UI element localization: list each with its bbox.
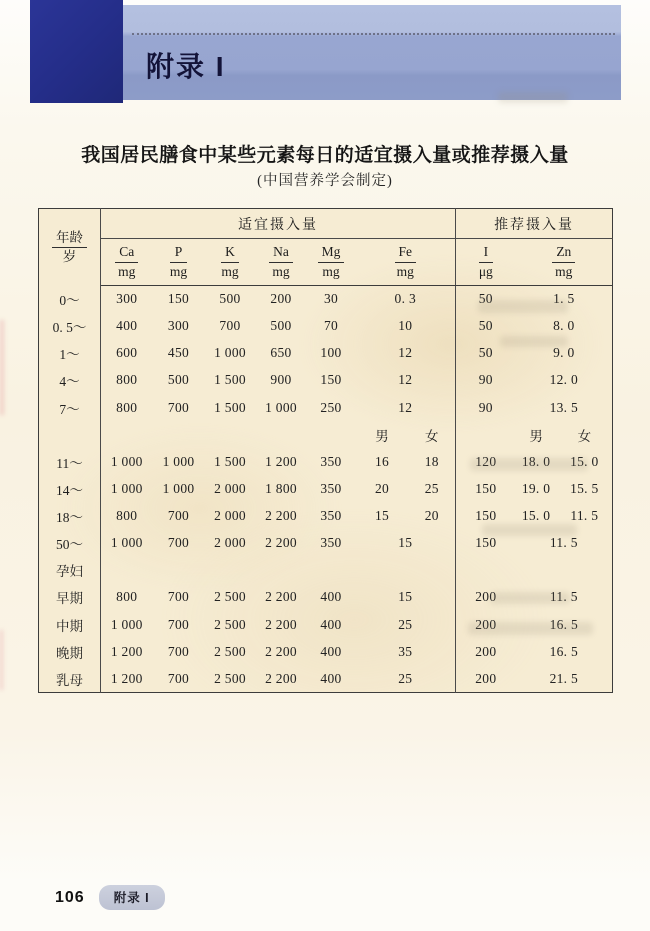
cell: 11. 5 [549, 535, 578, 551]
cell: 1 000 [265, 399, 297, 415]
cell: 400 [320, 643, 342, 659]
cell: 1 200 [265, 453, 297, 469]
cell: 21. 5 [549, 670, 579, 686]
cell: 700 [167, 616, 190, 632]
cell: 35 [398, 643, 413, 659]
cell: 1 000 [101, 530, 153, 557]
cell: 16. 5 [549, 643, 579, 659]
header-dark-block [30, 0, 123, 103]
element-unit: mg [169, 263, 188, 279]
cell: 9. 0 [553, 345, 575, 361]
cell: 700 [167, 643, 190, 659]
cell: 13. 5 [549, 399, 579, 415]
cell: 350 [320, 508, 342, 524]
cell: 15 [398, 535, 413, 551]
gender-female-label: 女 [425, 428, 439, 444]
cell: 70 [323, 318, 339, 334]
row-label: 50～ [56, 537, 83, 553]
cell: 18 [424, 453, 439, 469]
cell: 12 [398, 372, 413, 388]
col-header-fe [356, 239, 456, 286]
cell: 2 000 [214, 480, 246, 496]
cell: 90 [456, 394, 516, 421]
row-label: 0. 5～ [52, 320, 87, 336]
scan-artifact [478, 300, 568, 313]
cell: 500 [270, 318, 292, 334]
cell: 15 [374, 508, 390, 524]
col-header-i [456, 239, 516, 286]
cell: 50 [456, 340, 516, 367]
cell: 200 [270, 291, 292, 307]
cell: 1 000 [214, 345, 246, 361]
cell: 120 [456, 448, 516, 475]
nutrition-intake-table [38, 208, 613, 693]
footer-appendix-badge: 附录 I [99, 885, 165, 910]
cell: 2 200 [265, 643, 297, 659]
appendix-heading: 附录 I [146, 51, 226, 82]
cell: 300 [101, 286, 153, 313]
cell: 400 [320, 670, 342, 686]
cell: 25 [398, 616, 413, 632]
cell: 700 [167, 589, 190, 605]
gender-male-label: 男 [375, 428, 389, 444]
cell: 500 [167, 372, 190, 388]
cell [39, 421, 101, 448]
cell: 2 200 [265, 670, 297, 686]
cell: 700 [167, 399, 190, 415]
page-footer [55, 885, 165, 910]
cell: 18. 0 [521, 453, 551, 469]
element-unit: μg [478, 263, 493, 279]
cell: 250 [320, 399, 342, 415]
element-symbol: Mg [318, 244, 345, 262]
cell: 90 [456, 367, 516, 394]
cell: 400 [320, 616, 342, 632]
element-symbol: Zn [552, 244, 575, 262]
cell: 12 [398, 345, 413, 361]
cell: 1 000 [101, 475, 153, 502]
element-symbol: K [221, 244, 239, 262]
cell: 200 [456, 584, 516, 611]
cell: 12 [398, 399, 413, 415]
cell: 25 [424, 480, 439, 496]
cell: 500 [219, 291, 241, 307]
gender-female-label: 女 [577, 428, 592, 444]
cell: 450 [167, 345, 190, 361]
row-label: 7～ [59, 401, 80, 417]
cell: 20 [424, 508, 439, 524]
cell: 2 200 [265, 535, 297, 551]
element-unit: mg [272, 263, 290, 279]
table-row-12 [39, 638, 613, 665]
header-band [122, 5, 621, 100]
age-column-header [39, 209, 101, 286]
scan-artifact [482, 524, 577, 536]
scan-artifact [490, 592, 570, 604]
col-header-mg [307, 239, 356, 286]
unit-header-row [39, 239, 613, 286]
cell: 700 [167, 670, 190, 686]
row-label: 11～ [56, 455, 83, 471]
scan-artifact [470, 458, 588, 471]
cell: 50 [456, 313, 516, 340]
cell: 150 [320, 372, 342, 388]
cell: 15. 0 [521, 508, 551, 524]
cell: 16 [374, 453, 390, 469]
cell: 10 [398, 318, 413, 334]
row-label: 晚期 [56, 645, 83, 661]
cell: 16. 5 [549, 616, 579, 632]
group-header-adequate: 适宜摄入量 [101, 209, 456, 239]
cell: 600 [101, 340, 153, 367]
cell: 300 [167, 318, 190, 334]
cell: 1 000 [101, 448, 153, 475]
scan-artifact [500, 336, 568, 347]
col-header-ca [101, 239, 153, 286]
cell: 900 [270, 372, 292, 388]
cell [456, 421, 516, 448]
cell: 350 [320, 480, 342, 496]
cell: 200 [456, 665, 516, 692]
cell: 1 500 [214, 372, 246, 388]
cell [101, 421, 356, 448]
scan-smudge [0, 320, 4, 415]
gender-male-label: 男 [529, 428, 543, 444]
cell: 2 500 [214, 643, 246, 659]
element-symbol: Fe [395, 244, 417, 262]
cell: 15. 0 [570, 453, 599, 469]
cell [356, 557, 456, 584]
table-row-6 [39, 475, 613, 502]
element-unit: mg [555, 263, 573, 279]
cell: 25 [398, 670, 413, 686]
dotted-divider [132, 33, 615, 35]
table-row-13 [39, 665, 613, 692]
cell: 650 [270, 345, 292, 361]
element-unit: mg [396, 263, 414, 279]
table-row-3 [39, 367, 613, 394]
cell: 400 [320, 589, 342, 605]
cell: 1 000 [101, 611, 153, 638]
cell: 19. 0 [521, 480, 551, 496]
cell: 2 000 [214, 535, 246, 551]
row-label: 0～ [59, 293, 80, 309]
scan-artifact [468, 622, 593, 635]
cell [516, 557, 613, 584]
row-label: 1～ [59, 347, 80, 363]
table-row-4 [39, 394, 613, 421]
row-label: 18～ [56, 510, 83, 526]
scan-artifact [498, 92, 568, 103]
element-unit: mg [221, 263, 239, 279]
row-label: 乳母 [56, 672, 83, 688]
cell: 0. 3 [394, 291, 416, 307]
cell: 1 000 [162, 480, 195, 496]
cell: 800 [101, 394, 153, 421]
cell: 800 [101, 367, 153, 394]
cell: 1 000 [162, 453, 195, 469]
cell: 1. 5 [553, 291, 575, 307]
cell: 1 500 [214, 399, 246, 415]
cell: 2 200 [265, 616, 297, 632]
row-label: 早期 [56, 591, 83, 607]
cell: 1 500 [214, 453, 246, 469]
row-label: 14～ [56, 482, 83, 498]
row-label: 中期 [56, 618, 83, 634]
col-header-zn [516, 239, 613, 286]
cell: 700 [167, 508, 190, 524]
group-header-row [39, 209, 613, 239]
cell: 20 [374, 480, 390, 496]
cell: 350 [320, 535, 342, 551]
element-symbol: Ca [115, 244, 138, 262]
cell: 2 500 [214, 589, 246, 605]
table-row-9 [39, 557, 613, 584]
cell: 700 [219, 318, 241, 334]
cell: 200 [456, 638, 516, 665]
row-label: 4～ [59, 374, 80, 390]
cell: 2 500 [214, 670, 246, 686]
cell: 350 [320, 453, 342, 469]
cell: 1 800 [265, 480, 297, 496]
cell: 50 [456, 286, 516, 313]
cell: 800 [101, 503, 153, 530]
cell: 400 [101, 313, 153, 340]
cell: 1 200 [101, 665, 153, 692]
page-number: 106 [55, 888, 85, 906]
cell [456, 557, 516, 584]
cell: 15. 5 [570, 480, 599, 496]
page-subtitle: (中国营养学会制定) [257, 173, 393, 189]
col-header-k [205, 239, 256, 286]
scan-smudge [0, 630, 3, 690]
cell: 2 200 [265, 589, 297, 605]
page-title: 我国居民膳食中某些元素每日的适宜摄入量或推荐摄入量 [81, 145, 569, 166]
cell: 1 200 [101, 638, 153, 665]
cell [101, 557, 356, 584]
cell: 100 [320, 345, 342, 361]
cell: 12. 0 [549, 372, 579, 388]
cell: 11. 5 [570, 508, 599, 524]
row-label: 孕妇 [56, 564, 83, 580]
cell: 200 [456, 611, 516, 638]
cell: 11. 5 [549, 589, 578, 605]
cell: 2 000 [214, 508, 246, 524]
cell: 700 [167, 535, 190, 551]
cell: 8. 0 [553, 318, 575, 334]
element-symbol: P [170, 244, 187, 262]
cell: 2 200 [265, 508, 297, 524]
cell: 15 [398, 589, 413, 605]
element-unit: mg [118, 263, 136, 279]
element-symbol: I [479, 244, 493, 262]
gender-subheader-row [39, 421, 613, 448]
element-symbol: Na [269, 244, 293, 262]
cell: 150 [456, 530, 516, 557]
cell: 800 [101, 584, 153, 611]
cell: 150 [167, 291, 190, 307]
col-header-p [153, 239, 205, 286]
cell: 2 500 [214, 616, 246, 632]
cell: 150 [456, 503, 516, 530]
age-label: 年龄 [52, 230, 87, 248]
col-header-na [256, 239, 307, 286]
group-header-recommended: 推荐摄入量 [456, 209, 613, 239]
element-unit: mg [322, 263, 340, 279]
age-unit: 岁 [62, 248, 77, 264]
cell: 150 [456, 475, 516, 502]
cell: 30 [323, 291, 339, 307]
